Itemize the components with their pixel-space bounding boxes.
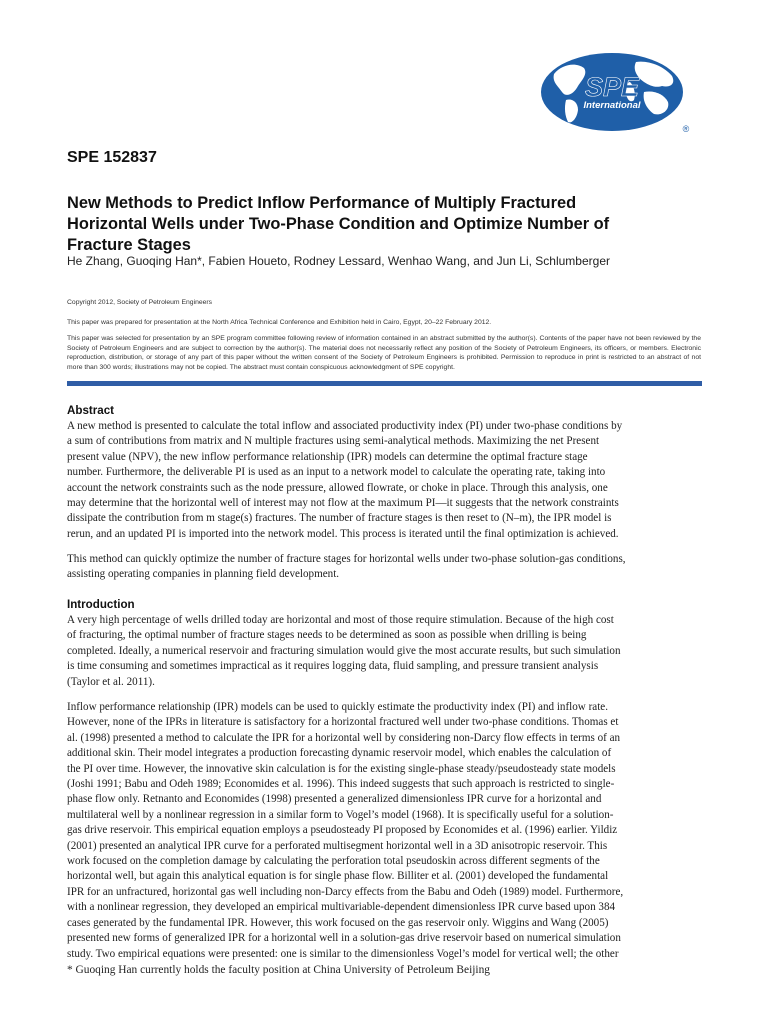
presentation-notice: This paper was prepared for presentation at the North Africa Technical Conference and Exhibition held in Cairo, Egypt, 20–22 February 2012. [67, 319, 492, 326]
text-line: This method can quickly optimize the number of fracture stages for horizontal wells under two-phase solution-gas conditions, [67, 553, 626, 565]
logo-text-sub: International [583, 100, 641, 111]
introduction-heading: Introduction [67, 598, 135, 611]
text-line: However, none of the IPRs in literature is satisfactory for a horizontal fractured well under two-phase conditions. Thomas et [67, 716, 619, 729]
spe-logo [540, 52, 692, 134]
text-line: al. (1998) presented a method to calculate the IPR for a horizontal well by considering non-Darcy flow effects in terms of an [67, 731, 621, 744]
text-line: rerun, and an updated PI is imported into the network model. This process is iterated until the final optimization is achieved. [67, 527, 619, 540]
text-line: study. Two empirical equations were presented: one is similar to the dimensionless Vogel’s model for vertical well; the other [67, 947, 619, 960]
text-line: the PI over time. However, the innovative skin calculation is for the existing single-phase steady/pseudosteady state models [67, 762, 616, 775]
text-line: (2001) presented an analytical IPR curve for a perforated multisegment horizontal well in a 3D anisotropic reservoir. This [67, 839, 608, 852]
section-divider [67, 381, 702, 386]
logo-registered-mark: ® [682, 124, 690, 134]
text-line: horizontal well, but again this analytical equation is for single phase flow. Billiter et al. (2001) developed the fundamental [67, 870, 609, 883]
text-line: dissipate the contribution from m stage(s) fractures. The number of fracture stages is then reset to (N–m), the IPR model is [67, 512, 612, 525]
abstract-paragraph [67, 552, 707, 583]
text-line: Inflow performance relationship (IPR) models can be used to quickly estimate the productivity index (PI) and inflow rate. [67, 701, 608, 713]
text-line: multilateral well by a nonlinear regression in a similar form to Vogel’s model (1968). It is specifically useful for a solution- [67, 808, 614, 821]
text-line: presented new forms of generalized IPR for a horizontal well in a solution-gas drive reservoir based on numerical simulation [67, 932, 621, 945]
text-line: cases generated by the fundamental IPR. However, this work focused on the gas reservoir only. Wiggins and Wang (2005) [67, 916, 609, 929]
text-line: of fracturing, the optimal number of fracture stages needs to be determined as soon as possible when drilling is being [67, 629, 587, 642]
text-line: gas drive reservoir. This empirical equation employs a pseudosteady PI proposed by Economides et al. (1996) earlier. Yildiz [67, 824, 618, 837]
text-line: work focused on the completion damage by calculating the perforation total pseudoskin across different segments of the [67, 855, 600, 868]
paper-title [67, 193, 707, 256]
copyright-notice: Copyright 2012, Society of Petroleum Engineers [67, 299, 213, 306]
title-line: Horizontal Wells under Two-Phase Condition and Optimize Number of [67, 215, 610, 233]
text-line: assisting operating companies in planning field development. [67, 568, 340, 581]
text-line: completed. Ideally, a numerical reservoir and fracturing simulation would give the most accurate results, but such simulation [67, 644, 621, 657]
text-line: number. Furthermore, the deliverable PI is used as an input to a network model to calculate the operating rate, taking into [67, 466, 606, 479]
introduction-paragraph [67, 700, 707, 962]
abstract-heading: Abstract [67, 404, 115, 417]
text-line: present value (NPV), the new inflow performance relationship (IPR) models can determine the optimal fracture stage [67, 450, 588, 463]
text-line: with a nonlinear regression, they developed an empirical multivariable-dependent dimensionless IPR curve based upon 384 [67, 901, 616, 914]
text-line: additional skin. Their model integrates a production forecasting dynamic reservoir model, which enables the calculation of [67, 747, 612, 760]
author-footnote: * Guoqing Han currently holds the faculty position at China University of Petroleum Beijing [67, 964, 490, 976]
logo-text-main: SPE [584, 72, 640, 102]
text-line: (Taylor et al. 2011). [67, 675, 155, 688]
title-line: Fracture Stages [67, 236, 191, 254]
author-list: He Zhang, Guoqing Han*, Fabien Houeto, Rodney Lessard, Wenhao Wang, and Jun Li, Schlumberger [67, 254, 610, 268]
text-line: IPR for an unfractured, horizontal gas well including non-Darcy effects from the Babu and Odeh (1989) model. Furthermore, [67, 885, 624, 898]
text-line: may determine that the horizontal well of interest may not flow at the maximum PI—it suggests that the network constraints [67, 497, 619, 510]
abstract-paragraph [67, 419, 707, 542]
introduction-paragraph [67, 613, 707, 690]
text-line: account the network constraints such as the node pressure, allowed flowrate, or choke in place. Through this analysis, one [67, 481, 608, 494]
title-line: New Methods to Predict Inflow Performance of Multiply Fractured [67, 194, 577, 212]
text-line: A new method is presented to calculate the total inflow and associated productivity index (PI) under two-phase conditions by [67, 420, 623, 432]
review-notice: This paper was selected for presentation by an SPE program committee following review of information contained in an abstract submitted by the author(s). Contents of the paper have not been reviewed by the Society of Petroleum Engineers and are subject to correction by the author(s). The material does not necessarily reflect any position of the Society of Petroleum Engineers, its officers, or members. Electronic reproduction, distribution, or storage of any part of this paper without the written consent of the Society of Petroleum Engineers is prohibited. Permission to reproduce in print is restricted to an abstract of not more than 300 words; illustrations may not be copied. The abstract must contain conspicuous acknowledgment of SPE copyright. [67, 335, 701, 371]
text-line: is time consuming and sometimes impractical as it requires logging data, fluid sampling, and pressure transient analysis [67, 660, 599, 673]
text-line: phase flow only. Retnanto and Economides (1998) presented a generalized dimensionless IPR curve for a horizontal and [67, 793, 602, 806]
paper-id: SPE 152837 [67, 149, 157, 166]
text-line: a sum of contributions from matrix and N multiple fractures using semi-analytical methods. Maximizing the net Present [67, 435, 600, 448]
text-line: (Joshi 1991; Babu and Odeh 1989; Economides et al. 1996). This indeed suggests that such approach is restricted to single- [67, 778, 615, 791]
spe-globe-logo-icon [540, 52, 692, 134]
text-line: A very high percentage of wells drilled today are horizontal and most of those require stimulation. Because of the high cost [67, 614, 614, 626]
